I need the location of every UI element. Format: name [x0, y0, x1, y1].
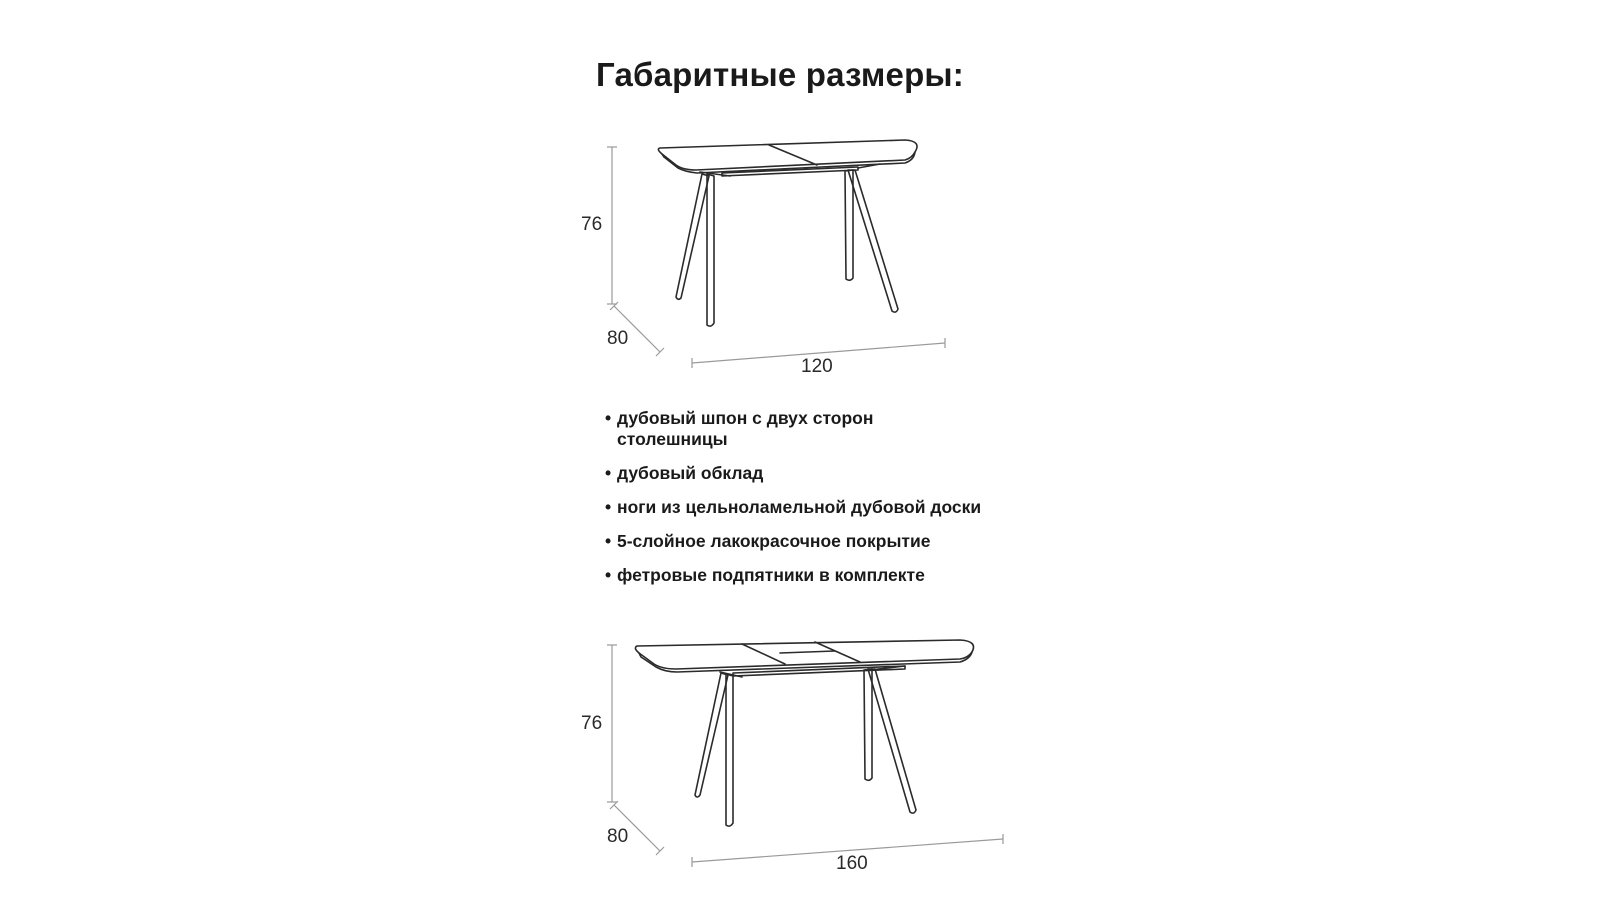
compact-height-label: 76 — [581, 214, 603, 235]
compact-depth-label: 80 — [607, 328, 629, 349]
feature-item: • ноги из цельноламельной дубовой доски — [605, 497, 981, 518]
leg-left-front — [726, 674, 733, 826]
tabletop-top — [635, 640, 973, 669]
feature-item: • дубовый обклад — [605, 463, 981, 484]
table-extended-dimensions — [607, 645, 1003, 867]
feature-list — [605, 408, 981, 599]
table-compact-dimensions — [607, 147, 945, 368]
tabletop-split — [769, 145, 817, 165]
leg-right-front — [868, 669, 916, 813]
table-compact-drawing — [658, 140, 917, 326]
page-title: Габаритные размеры: — [596, 56, 964, 93]
tabletop-top — [658, 140, 917, 170]
extended-height-label: 76 — [581, 713, 603, 734]
leg-left-rear — [676, 174, 709, 299]
leg-left-front — [707, 174, 714, 326]
tabletop-insert-left — [742, 644, 785, 664]
extended-width-label: 160 — [836, 853, 868, 874]
feature-item: • фетровые подпятники в комплекте — [605, 565, 981, 586]
leg-right-rear — [845, 170, 853, 280]
compact-width-label: 120 — [801, 356, 833, 377]
leg-right-rear — [864, 669, 872, 780]
feature-item: • дубовый шпон с двух сторон столешницы — [605, 408, 887, 450]
leg-right-front — [848, 170, 898, 312]
feature-item: • 5-слойное лакокрасочное покрытие — [605, 531, 981, 552]
tabletop-insert-mid — [780, 651, 835, 653]
table-extended-drawing — [635, 640, 973, 826]
leg-left-rear — [695, 673, 728, 797]
extended-depth-label: 80 — [607, 826, 629, 847]
